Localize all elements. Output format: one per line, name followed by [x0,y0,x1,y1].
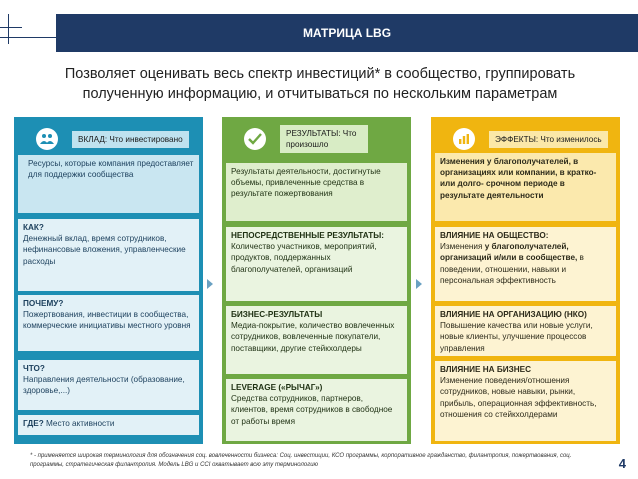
what-text: Направления деятельности (образование, здоровье,...) [23,375,185,396]
business-results-text: Медиа-покрытие, количество вовлеченных сотрудников, вовлеченные покупатели, поставщики, другие стейкхолдеры [231,321,395,353]
subtitle-line: полученную информацию, и отчитываться по нескольким параметрам [82,86,558,102]
where-box [18,415,199,435]
why-box [18,295,199,351]
footnote: * - применяется широкая терминология для обозначения соц. вовлеченности бизнеса: Соц. инвестиции, КСО программы, корпоративное гражданство, филантропия, пожертвования, соц. программы, стратегическая филантропия. Модель LBG и CCI охватывает всю эту терминологию [30,453,572,468]
leverage-title: LEVERAGE («РЫЧАГ») [231,383,323,392]
subtitle [20,64,620,104]
effects-intro: Изменения у благополучателей, в организациях или компании, в кратко- или долго- срочном периоде в результате деятельности [435,153,616,221]
where-title: ГДЕ? [23,419,44,428]
corner-mark [8,14,9,44]
invested-intro: Ресурсы, которые компания предоставляет для поддержки сообщества [18,155,199,213]
direct-results-box [226,227,407,301]
effects-column [431,117,620,444]
how-title: КАК? [23,223,44,232]
how-box [18,219,199,291]
page-title: МАТРИЦА LBG [56,14,638,52]
org-impact-box [435,306,616,356]
what-box [18,360,199,410]
invested-column [14,117,203,444]
society-impact-text-part: Изменения [440,242,485,252]
business-impact-title: ВЛИЯНИЕ НА БИЗНЕС [440,365,532,374]
society-impact-text [440,241,611,286]
results-column [222,117,411,444]
leverage-box [226,379,407,441]
where-text: Место активности [46,419,115,428]
what-title: ЧТО? [23,364,45,373]
society-impact-text-bold: у благополучателей, организаций и/или в сообществе, [440,242,578,263]
org-impact-title: ВЛИЯНИЕ НА ОРГАНИЗАЦИЮ (НКО) [440,310,587,319]
why-title: ПОЧЕМУ? [23,299,64,308]
results-header-label: РЕЗУЛЬТАТЫ: Что произошло [280,125,368,153]
how-text: Денежный вклад, время сотрудников, нефинансовые вложения, управленческие расходы [23,234,186,266]
business-impact-text: Изменение поведения/отношения сотрудников, новые навыки, рынки, прибыль, операционная эффективность, отношения со стейкхолдерами [440,376,597,419]
invested-header [18,121,199,157]
results-header [226,121,407,157]
results-intro: Результаты деятельности, достигнутые объемы, привлеченные средства в результате пожертвования [226,163,407,221]
subtitle-line: Позволяет оценивать весь спектр инвестиций* в сообщество, группировать [64,66,576,82]
corner-mark [0,27,22,28]
business-results-box [226,306,407,374]
people-icon [36,128,58,150]
society-impact-title: ВЛИЯНИЕ НА ОБЩЕСТВО: [440,231,549,240]
bar-chart-icon [453,128,475,150]
check-icon [244,128,266,150]
society-impact-text-part: в поведении, отношении, навыки и персональная эффективность [440,253,584,285]
why-text: Пожертвования, инвестиции в сообщества, коммерческие инициативы местного уровня [23,310,191,331]
effects-header-label: ЭФФЕКТЫ: Что изменилось [489,131,608,148]
business-impact-box [435,361,616,441]
direct-results-text: Количество участников, мероприятий, продуктов, поддержанных благополучателей, организаций [231,242,377,274]
business-results-title: БИЗНЕС-РЕЗУЛЬТАТЫ [231,310,323,319]
arrow-right-icon [207,279,213,289]
arrow-right-icon [416,279,422,289]
org-impact-text: Повышение качества или новые услуги, новые клиенты, улучшение процессов управления [440,321,593,353]
direct-results-title: НЕПОСРЕДСТВЕННЫЕ РЕЗУЛЬТАТЫ: [231,231,385,240]
invested-header-label: ВКЛАД: Что инвестировано [72,131,189,148]
effects-header [435,121,616,157]
page-number: 4 [618,456,626,471]
society-impact-box [435,227,616,301]
leverage-text: Средства сотрудников, партнеров, клиентов, время сотрудников в свободное от работы время [231,394,393,426]
